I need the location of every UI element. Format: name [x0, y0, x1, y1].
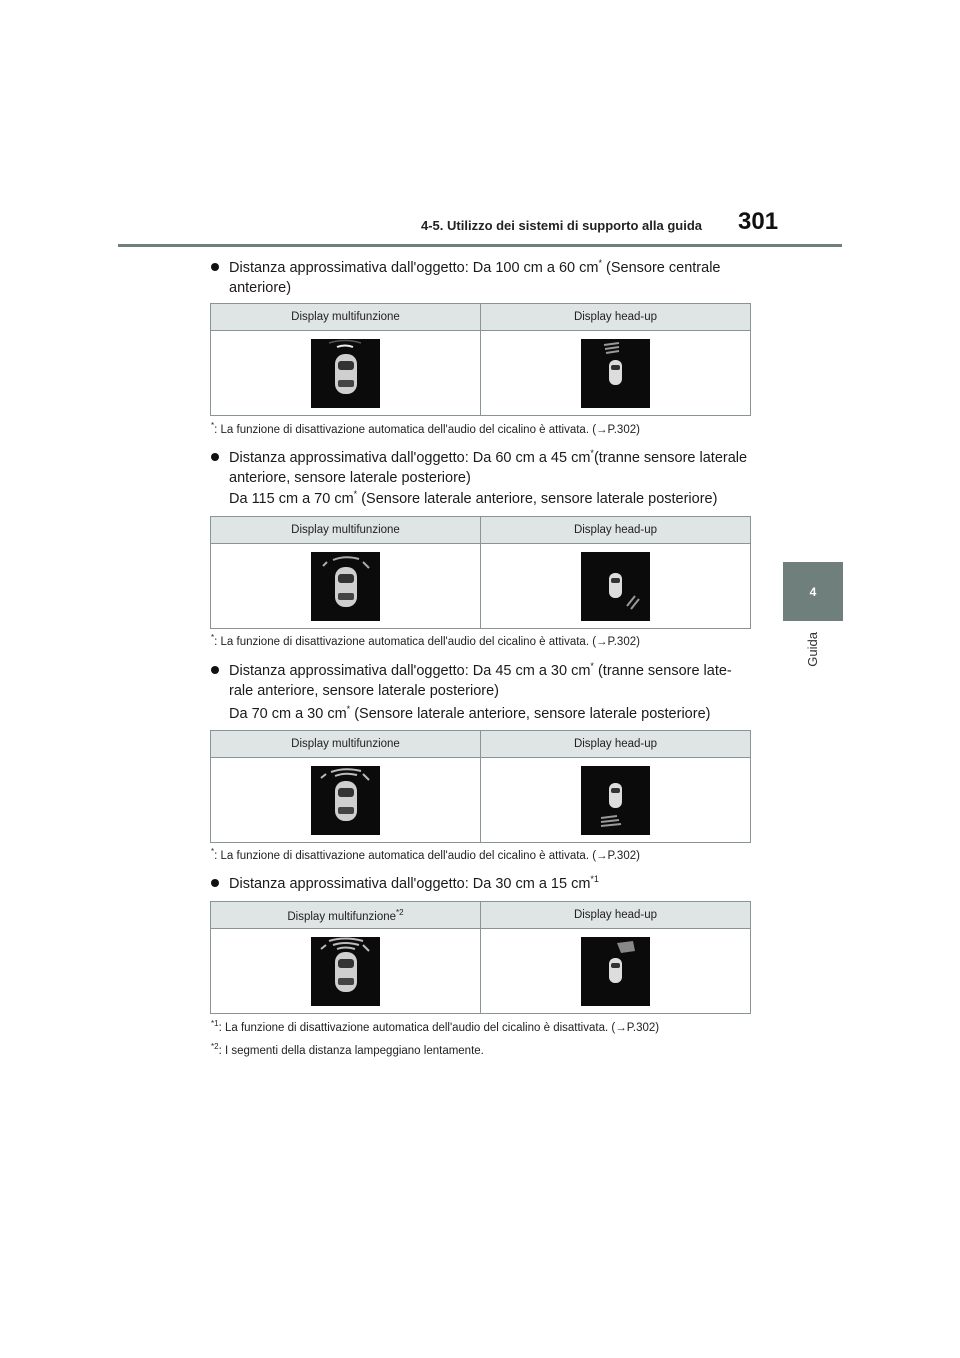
car-top-view-icon	[609, 573, 622, 598]
column-header-multifunction: Display multifunzione	[211, 304, 481, 331]
hud-display-image	[581, 937, 650, 1006]
bullet-item: Distanza approssimativa dall'oggetto: Da 45 cm a 30 cm* (tranne sensore late- rale anteriore, sensore laterale posteriore)	[211, 661, 756, 701]
section-title: 4-5. Utilizzo dei sistemi di supporto alla guida	[421, 218, 702, 233]
display-table	[210, 516, 751, 629]
multifunction-display-image	[311, 766, 380, 835]
multifunction-display-image	[311, 339, 380, 408]
bullet-icon	[211, 263, 219, 271]
distance-segment-icon	[323, 557, 369, 568]
distance-segment-icon	[604, 343, 619, 353]
column-header-hud: Display head-up	[481, 902, 751, 929]
column-header-multifunction: Display multifunzione	[211, 731, 481, 758]
distance-segment-icon	[617, 941, 635, 953]
footnote: $^{*2}$: I segmenti della distanza lampeggiano lentamente.	[211, 1042, 484, 1057]
bullet-item: Distanza approssimativa dall'oggetto: Da 60 cm a 45 cm*(tranne sensore laterale anteriore, sensore laterale posteriore)	[211, 448, 756, 488]
chapter-label: Guida	[805, 632, 820, 667]
bullet-icon	[211, 666, 219, 674]
car-top-view-icon	[609, 783, 622, 808]
bullet-icon	[211, 879, 219, 887]
header-divider	[118, 244, 842, 247]
distance-segment-icon	[337, 345, 353, 347]
column-header-hud: Display head-up	[481, 304, 751, 331]
hud-display-image	[581, 552, 650, 621]
display-table	[210, 303, 751, 416]
footnote: *: La funzione di disattivazione automatica dell'audio del cicalino è attivata. (→P.302)	[211, 421, 640, 436]
car-top-view-icon	[609, 958, 622, 983]
car-top-view-icon	[335, 952, 357, 992]
bullet-item: Distanza approssimativa dall'oggetto: Da 30 cm a 15 $cm^{*1}$	[211, 874, 756, 894]
bullet-icon	[211, 453, 219, 461]
column-header-multifunction: Display multifunzione	[211, 517, 481, 544]
distance-segment-icon	[627, 596, 639, 609]
car-top-view-icon	[335, 781, 357, 821]
multifunction-display-image	[311, 552, 380, 621]
distance-segment-icon	[601, 816, 621, 826]
hud-display-image	[581, 339, 650, 408]
chapter-tab: 4	[783, 562, 843, 621]
page-number: 301	[738, 208, 779, 235]
column-header-hud: Display head-up	[481, 517, 751, 544]
footnote: *: La funzione di disattivazione automatica dell'audio del cicalino è attivata. (→P.302)	[211, 633, 640, 648]
footnote: *: La funzione di disattivazione automatica dell'audio del cicalino è attivata. (→P.302)	[211, 847, 640, 862]
car-top-view-icon	[609, 360, 622, 385]
car-top-view-icon	[335, 567, 357, 607]
hud-display-image	[581, 766, 650, 835]
footnote: $^{*1}$: La funzione di disattivazione automatica dell'audio del cicalino è disattivata. (→P.302)	[211, 1019, 660, 1034]
bullet-item: Distanza approssimativa dall'oggetto: Da 100 cm a 60 cm* (Sensore centrale anteriore)	[211, 258, 756, 298]
multifunction-display-image	[311, 937, 380, 1006]
distance-segment-icon	[321, 769, 369, 780]
display-table	[210, 730, 751, 843]
sub-text: Da 70 cm a 30 cm* (Sensore laterale anteriore, sensore laterale posteriore)	[229, 704, 711, 722]
display-table	[210, 901, 751, 1014]
sub-text: Da 115 cm a 70 cm* (Sensore laterale anteriore, sensore laterale posteriore)	[229, 489, 718, 507]
car-top-view-icon	[335, 354, 357, 394]
distance-segment-icon	[321, 938, 369, 951]
column-header-multifunction: Display multifunzione$^{*2}$	[211, 902, 481, 929]
column-header-hud: Display head-up	[481, 731, 751, 758]
